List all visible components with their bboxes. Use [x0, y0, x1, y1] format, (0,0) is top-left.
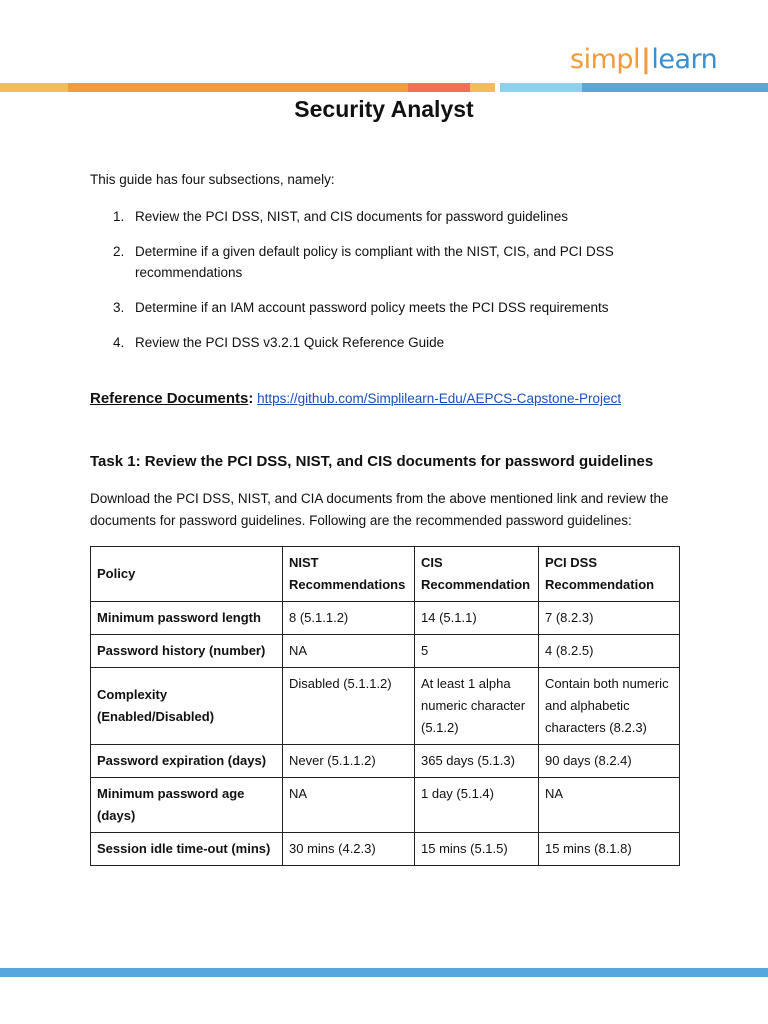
table-cell: 4 (8.2.5) [539, 635, 680, 668]
reference-documents [90, 390, 621, 407]
logo-text-right: learn [651, 44, 718, 75]
list-item: 2. Determine if a given default policy is compliant with the NIST, CIS, and PCI DSS recommendations [113, 244, 614, 280]
table-cell: 7 (8.2.3) [539, 602, 680, 635]
table-cell: Never (5.1.1.2) [283, 745, 415, 778]
logo-separator-icon: | [641, 44, 651, 75]
simplilearn-logo [570, 44, 717, 75]
table-cell: Password expiration (days) [91, 745, 283, 778]
logo-text-left: simpl [570, 44, 641, 75]
table-cell: 5 [415, 635, 539, 668]
table-cell: NA [539, 778, 680, 833]
table-cell: 30 mins (4.2.3) [283, 833, 415, 866]
table-cell: NA [283, 778, 415, 833]
table-cell: Minimum password age (days) [91, 778, 283, 833]
table-cell: Complexity (Enabled/Disabled) [91, 668, 283, 745]
table-row [91, 833, 680, 866]
table-cell: Password history (number) [91, 635, 283, 668]
header-color-stripe [0, 83, 768, 92]
reference-link[interactable]: https://github.com/Simplilearn-Edu/AEPCS-Capstone-Project [257, 391, 622, 406]
table-cell: At least 1 alpha numeric character (5.1.2) [415, 668, 539, 745]
table-cell: Minimum password length [91, 602, 283, 635]
reference-label: Reference Documents [90, 390, 249, 407]
table-cell: NA [283, 635, 415, 668]
table-cell: 1 day (5.1.4) [415, 778, 539, 833]
table-row [91, 635, 680, 668]
footer-color-stripe [0, 968, 768, 977]
table-header-cell: NIST Recommendations [283, 547, 415, 602]
table-row [91, 745, 680, 778]
password-policy-table [90, 546, 680, 866]
page-title: Security Analyst [294, 96, 474, 122]
list-item: 3. Determine if an IAM account password policy meets the PCI DSS requirements [113, 300, 609, 315]
table-cell: Contain both numeric and alphabetic characters (8.2.3) [539, 668, 680, 745]
table-cell: 14 (5.1.1) [415, 602, 539, 635]
table-cell: 15 mins (5.1.5) [415, 833, 539, 866]
intro-text: This guide has four subsections, namely: [90, 172, 335, 187]
table-row [91, 668, 680, 745]
table-cell: 15 mins (8.1.8) [539, 833, 680, 866]
table-header-cell: PCI DSS Recommendation [539, 547, 680, 602]
task1-heading: Task 1: Review the PCI DSS, NIST, and CIS documents for password guidelines [90, 453, 654, 470]
table-cell: 8 (5.1.1.2) [283, 602, 415, 635]
table-header-row [91, 547, 680, 602]
table-header-cell: Policy [91, 547, 283, 602]
subsection-list [113, 206, 673, 367]
list-item: 1. Review the PCI DSS, NIST, and CIS documents for password guidelines [113, 209, 568, 224]
table-cell: Disabled (5.1.1.2) [283, 668, 415, 745]
task1-description: Download the PCI DSS, NIST, and CIA documents from the above mentioned link and review the documents for password guidelines. Following are the recommended password guidelines: [90, 491, 669, 528]
table-row [91, 602, 680, 635]
table-row [91, 778, 680, 833]
table-header-cell: CIS Recommendation [415, 547, 539, 602]
table-cell: Session idle time-out (mins) [91, 833, 283, 866]
reference-colon: : [248, 390, 254, 407]
table-cell: 365 days (5.1.3) [415, 745, 539, 778]
list-item: 4. Review the PCI DSS v3.2.1 Quick Reference Guide [113, 335, 445, 350]
table-cell: 90 days (8.2.4) [539, 745, 680, 778]
